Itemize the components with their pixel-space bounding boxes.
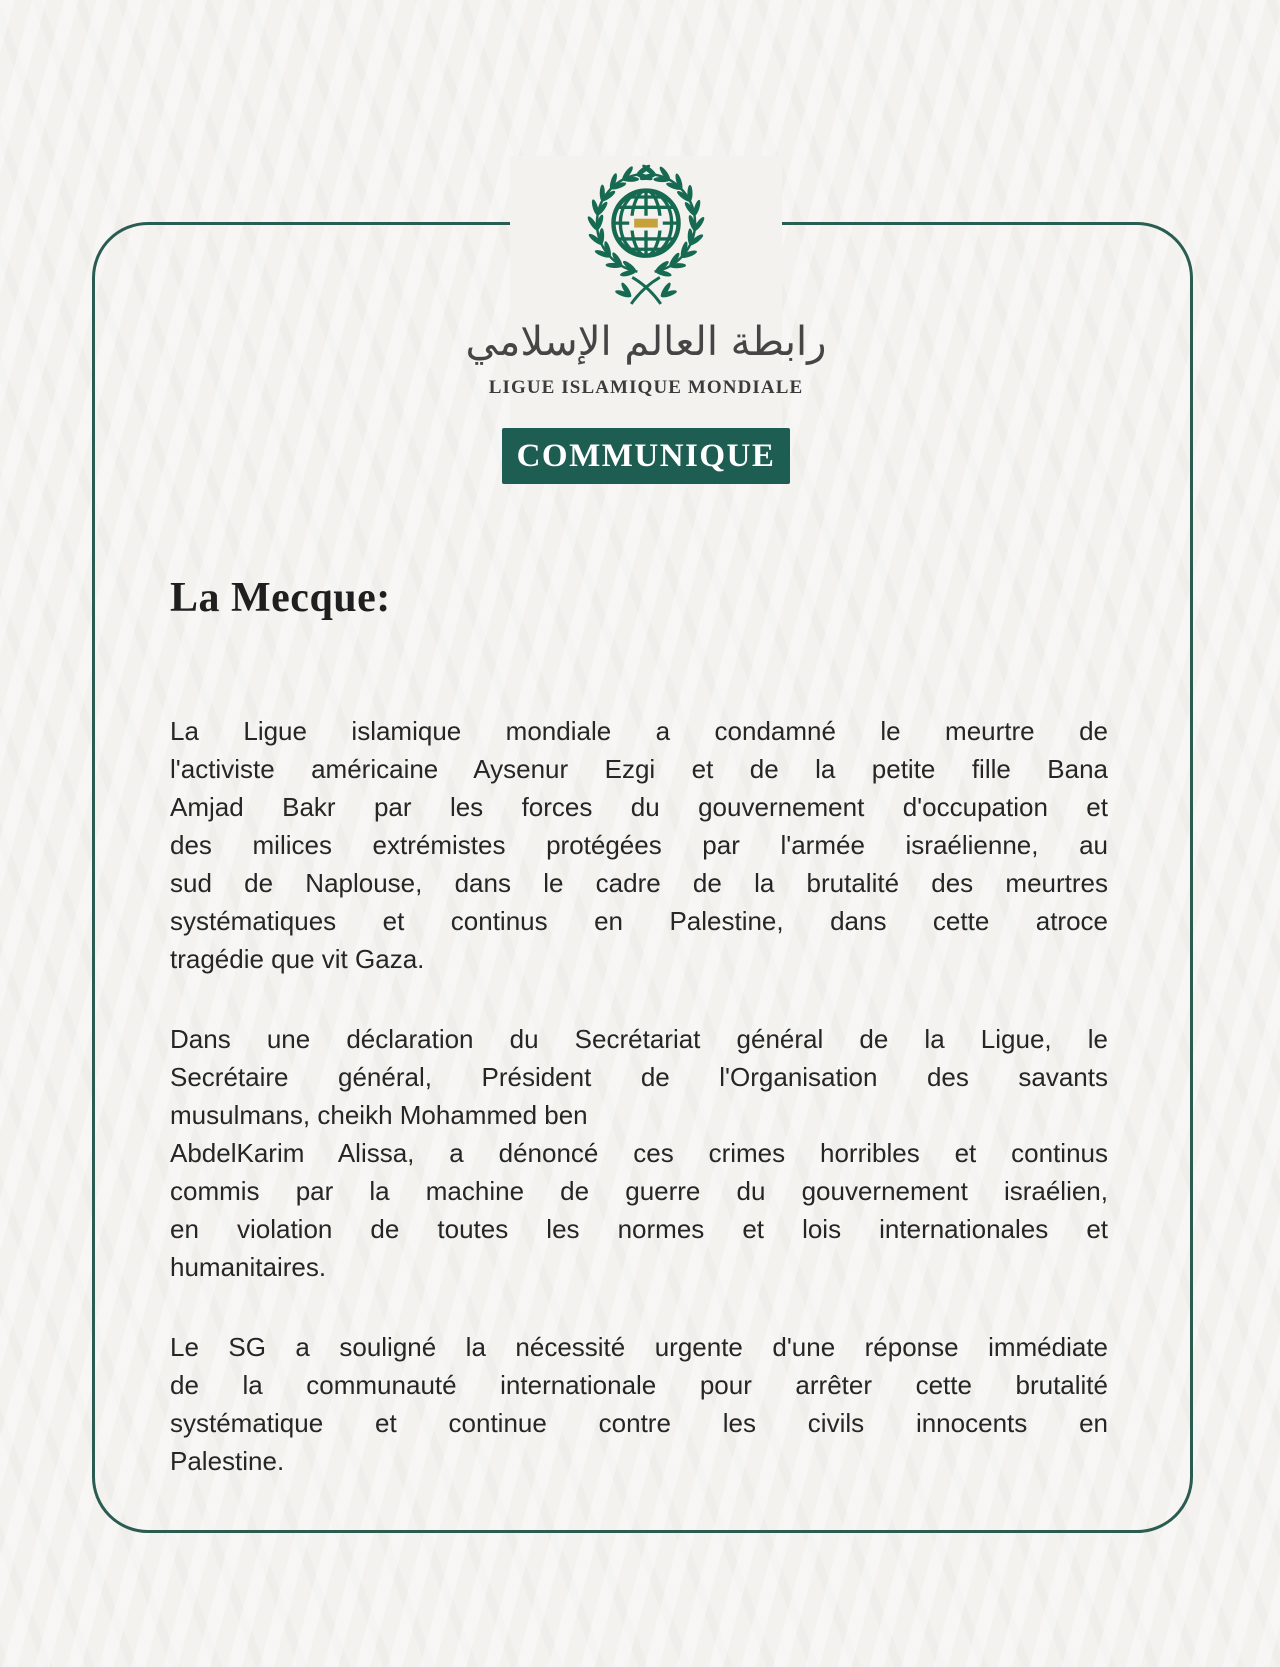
text-line: Secrétaire général, Président de l'Organisation des savants [170, 1062, 1108, 1092]
text-line: systématiques et continus en Palestine, dans cette atroce [170, 906, 1108, 936]
header [465, 156, 827, 484]
communique-banner: COMMUNIQUE [502, 428, 790, 484]
text-line: systématique et continue contre les civils innocents en [170, 1408, 1108, 1438]
text-line: commis par la machine de guerre du gouvernement israélien, [170, 1176, 1108, 1206]
paragraph-2 [170, 1020, 1108, 1286]
text-line: humanitaires. [170, 1252, 327, 1282]
content-area [170, 576, 1108, 1480]
text-line: AbdelKarim Alissa, a dénoncé ces crimes horribles et continus [170, 1138, 1108, 1168]
organization-name: LIGUE ISLAMIQUE MONDIALE [488, 377, 804, 398]
text-line: des milices extrémistes protégées par l'armée israélienne, au [170, 830, 1108, 860]
arabic-organization-name: رابطة العالم الإسلامي [465, 319, 827, 365]
text-line: Le SG a souligné la nécessité urgente d'une réponse immédiate [170, 1332, 1108, 1362]
dateline: La Mecque: [170, 575, 391, 621]
text-line: La Ligue islamique mondiale a condamné le meurtre de [170, 716, 1108, 746]
paragraph-3 [170, 1328, 1108, 1480]
text-line: sud de Naplouse, dans le cadre de la brutalité des meurtres [170, 868, 1108, 898]
body-text [170, 712, 1108, 1480]
text-line: l'activiste américaine Aysenur Ezgi et de la petite fille Bana [170, 754, 1108, 784]
kaaba-gold-mark [634, 219, 658, 228]
laurel-wreath-globe-icon [577, 156, 715, 308]
text-line: Amjad Bakr par les forces du gouvernement d'occupation et [170, 792, 1108, 822]
text-line: tragédie que vit Gaza. [170, 944, 425, 974]
text-line: en violation de toutes les normes et lois internationales et [170, 1214, 1108, 1244]
paragraph-1 [170, 712, 1108, 978]
text-line: musulmans, cheikh Mohammed ben [170, 1100, 588, 1130]
text-line: de la communauté internationale pour arrêter cette brutalité [170, 1370, 1108, 1400]
text-line: Palestine. [170, 1446, 285, 1476]
text-line: Dans une déclaration du Secrétariat général de la Ligue, le [170, 1024, 1108, 1054]
